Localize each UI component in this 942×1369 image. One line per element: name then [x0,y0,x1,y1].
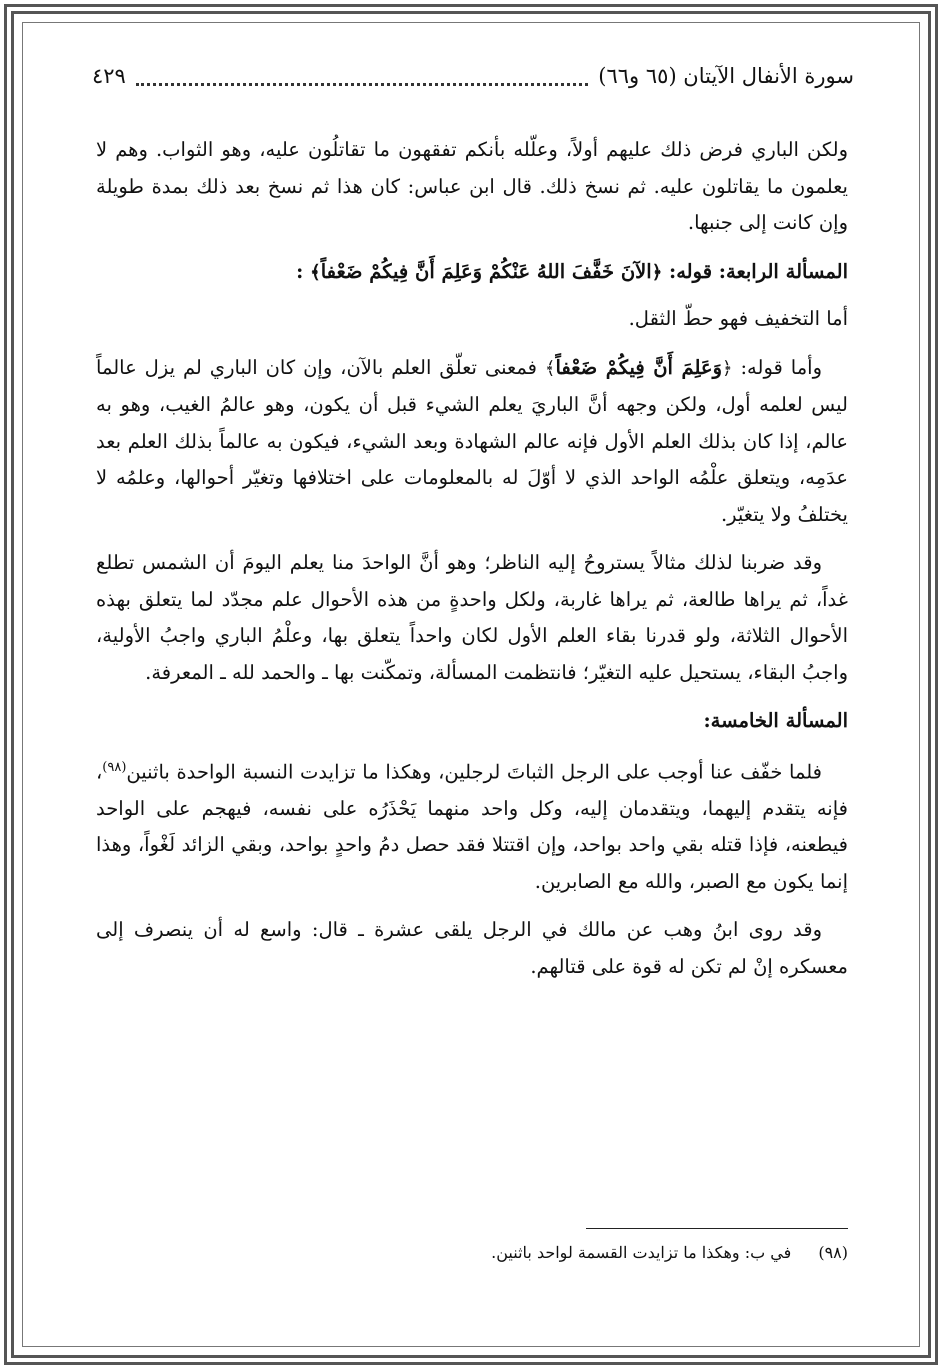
ornate-bracket-open-icon: ﴿ [651,261,663,283]
issue-4-colon: : [296,259,304,283]
footnote [300,1238,848,1268]
paragraph-3-lead: وأما قوله: [740,355,823,379]
issue-4-label: المسألة الرابعة: قوله: [669,259,848,283]
header-title: سورة الأنفال الآيتان (٦٥ و٦٦) [598,64,854,88]
issue-4-ayah: الآنَ خَفَّفَ اللهُ عَنْكُمْ وَعَلِمَ أَنَّ فِيكُمْ ضَعْفاً [320,259,652,283]
paragraph-5-lead: فلما خفّف عنا أوجب على الرجل الثباتَ لرجلين، وهكذا ما تزايدت النسبة الواحدة باثنين [126,760,822,783]
paragraph-4: وقد ضربنا لذلك مثالاً يستروحُ إليه الناظر؛ وهو أنَّ الواحدَ منا يعلم اليومَ أن الشمس تطلع غداً، ثم يراها طالعة، ثم يراها غاربة، ولكل واحدةٍ من هذه الأحوال علم مجدّد لما يتعلق بهذه الأحوال الثلاثة، ولو قدرنا بقاء العلم الأول لكان واحداً يتعلق بها، وعلْمُ الباري واجبُ الأولية، واجبُ البقاء، يستحيل عليه التغيّر؛ فانتظمت المسألة، وتمكّنت بها ـ والحمد لله ـ المعرفة. [96,551,848,684]
issue-5-heading: المسألة الخامسة: [703,709,848,732]
paragraph-2: أما التخفيف فهو حطّ الثقل. [628,307,848,330]
page-body [96,132,848,997]
ornate-bracket-close-icon: ﴾ [310,261,321,283]
paragraph-5-rest: ، فإنه يتقدم إليهما، ويتقدمان إليه، وكل واحد منهما يَحْذَرُه على نفسه، فيهجم على الواحد فيطعنه، فإذا قتله بقي واحد بواحد، وإن اقتتلا فقد حصل دمُ واحدٍ بواحد، وبقي الزائد لَغْواً، وهذا إنما يكون مع الصبر، والله مع الصابرين. [96,760,848,893]
ornate-bracket-close-icon: ﴾ [544,357,556,379]
paragraph-6: وقد روى ابنُ وهب عن مالك في الرجل يلقى عشرة ـ قال: واسع له أن ينصرف إلى معسكره إنْ لم تكن له قوة على قتالهم. [96,918,848,978]
paragraph-1: ولكن الباري فرض ذلك عليهم أولاً، وعلّله بأنكم تفقهون ما تقاتلُون عليه، وهو الثواب. وهم لا يعلمون ما يقاتلون عليه. ثم نسخ ذلك. قال ابن عباس: كان هذا ثم نسخ بعد ذلك بمدة طويلة وإن كانت إلى جنبها. [96,138,848,234]
issue-4-heading [96,254,848,292]
page-number: ٤٢٩ [92,64,126,88]
header-dotted-leader [136,83,588,86]
paragraph-3-ayah: وَعَلِمَ أَنَّ فِيكُمْ ضَعْفاً [555,355,722,379]
footnote-reference: (٩٨) [102,759,127,775]
footnote-separator [586,1228,848,1229]
paragraph-5 [96,750,848,901]
footnote-text: في ب: وهكذا ما تزايدت القسمة لواحد باثنين. [491,1243,792,1262]
paragraph-3 [96,350,848,534]
paragraph-3-rest: فمعنى تعلّق العلم بالآن، وإن كان الباري لم يزل عالماً ليس لعلمه أول، ولكن وجهه أنَّ الباريَ يعلم الشيء قبل أن يكون، وهو عالمُ الغيب، وهو به عالم، إذا كان بذلك العلم الأول فإنه عالم الشهادة وبعد الشيء، فيكون به عالماً بذلك العلم بعد عدَمِه، ويتعلق علْمُه الواحد الذي لا أوّلَ له بالمعلومات على اختلافها وتغيّر أحوالها، وعلمُه لا يختلفُ ولا يتغيّر. [96,355,848,526]
ornate-bracket-open-icon: ﴿ [722,357,733,379]
footnote-number: (٩٨) [818,1243,848,1262]
running-header [92,56,854,96]
